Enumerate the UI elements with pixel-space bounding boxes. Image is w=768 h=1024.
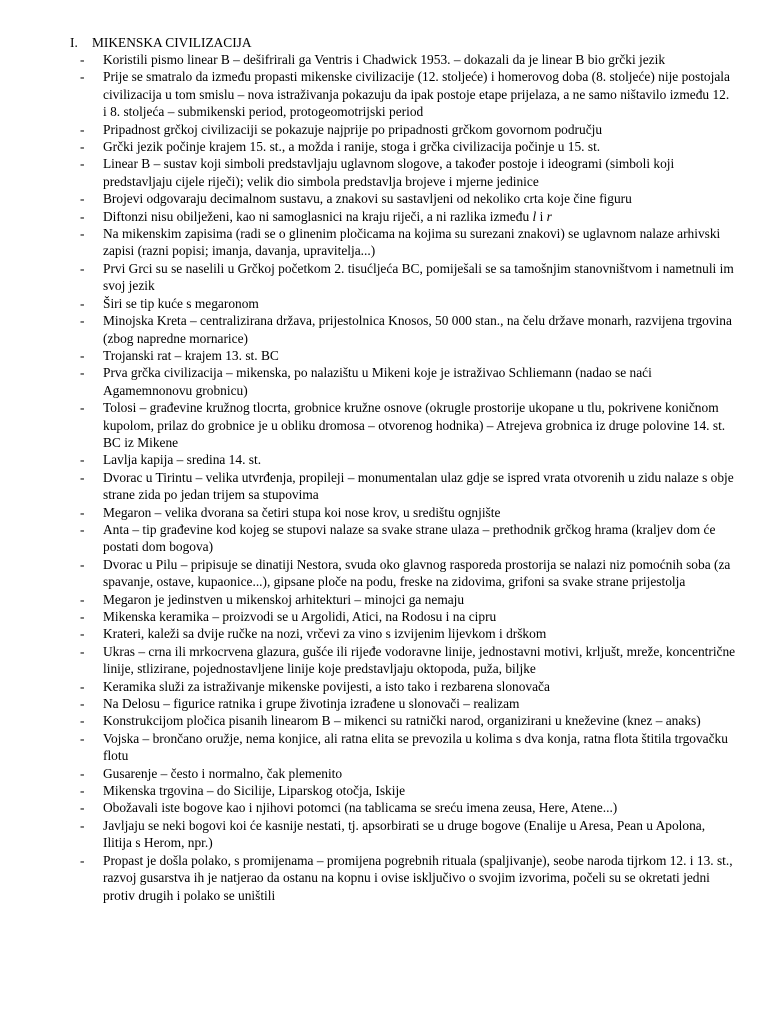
list-item-text: Na mikenskim zapisima (radi se o glinenim pločicama na kojima su surezani znakovi) se uglavnom nalaze arhivski zapisi (razni popisi; imanja, davanja, upravitelja...) [103,226,721,259]
list-item-text: Anta – tip građevine kod kojeg se stupovi nalaze sa svake strane ulaza – prethodnik grčkog hrama (kraljev dom će postati dom bogova) [103,521,716,555]
list-item [0,678,768,695]
bullet-dash: - [80,400,85,416]
list-item [0,208,768,225]
list-item-text: Linear B – sustav koji simboli predstavljaju uglavnom slogove, a također postoje i ideogrami (simboli koji predstavljaju cijele riječi); velik dio simbola predstavlja brojeve i mjerne jedinice [103,156,675,189]
list-item-text: Prva grčka civilizacija – mikenska, po nalazištu u Mikeni koje je istraživao Schliemann (nadao se naći Agamemnonovu grobnicu) [103,365,652,398]
bullet-dash: - [80,713,85,729]
list-item [0,765,768,782]
list-item-text: Minojska Kreta – centralizirana država, prijestolnica Knosos, 50 000 stan., na čelu države monarh, razvijena trgovina (zbog napredne mornarice) [103,313,732,346]
section-heading [70,34,710,51]
list-item [0,799,768,816]
list-item [0,625,768,642]
list-item-text: Javljaju se neki bogovi koi će kasnije nestati, tj. apsorbirati se u druge bogove (Enalije u Aresa, Pean u Apolona, Ilitija s Herom, npr.) [103,817,706,851]
list-item [0,155,768,190]
list-item [0,260,768,295]
list-item [0,399,768,451]
list-item-text: Megaron – velika dvorana sa četiri stupa koi nose krov, u središtu ognjište [103,504,501,520]
bullet-dash: - [80,504,85,520]
bullet-dash: - [80,852,85,868]
bullet-dash: - [80,139,85,155]
list-item-text: Megaron je jedinstven u mikenskoj arhitekturi – minojci ga nemaju [103,591,465,607]
list-item [0,190,768,207]
list-item-text: Mikenska keramika – proizvodi se u Argolidi, Atici, na Rodosu i na cipru [103,609,497,624]
list-item [0,643,768,678]
list-item-text: Trojanski rat – krajem 13. st. BC [103,347,279,363]
text-segment: i [536,208,547,224]
list-item-text: Pripadnost grčkoj civilizaciji se pokazuje najprije po pripadnosti grčkom govornom području [103,121,603,137]
bullet-dash: - [80,521,85,537]
bullet-dash: - [80,226,85,242]
list-item [0,51,768,68]
bullet-dash: - [80,191,85,207]
list-item [0,469,768,504]
list-item-text: Na Delosu – figurice ratnika i grupe životinja izrađene u slonovači – realizam [103,696,520,712]
section-title: MIKENSKA CIVILIZACIJA [92,35,252,50]
bullet-dash: - [80,643,85,659]
list-item [0,730,768,765]
bullet-dash: - [80,452,85,468]
bullet-dash: - [80,626,85,642]
list-item [0,608,768,625]
list-item-text: Ukras – crna ili mrkocrvena glazura, gušće ili rijeđe vodoravne linije, jednostavni motivi, krljušt, mreže, koncentrične linije, stlizirane, pojednostavljene linije koje predstavljaju oktopoda, puža, biljke [103,643,736,677]
list-item-text: Krateri, kaleži sa dvije ručke na nozi, vrčevi za vino s izvijenim lijevkom i drškom [103,626,547,642]
bullet-dash: - [80,347,85,363]
list-item [0,347,768,364]
list-item-text: Grčki jezik počinje krajem 15. st., a možda i ranije, stoga i grčka civilizacija počinje u 15. st. [103,139,601,155]
list-item [0,712,768,729]
list-item [0,521,768,556]
bullet-dash: - [80,730,85,746]
list-item-text: Dvorac u Pilu – pripisuje se dinatiji Nestora, svuda oko glavnog rasporeda prostorija se nalazi niz pomoćnih soba (za spavanje, ostave, kupaonice...), gipsane ploče na podu, freske na zidovima, grifoni sa svake strane prijestolja [103,556,731,590]
list-item-text: Lavlja kapija – sredina 14. st. [103,452,262,468]
bullet-dash: - [80,69,85,85]
list-item [0,817,768,852]
bullet-dash: - [80,156,85,172]
list-item-text: Prije se smatralo da između propasti mikenske civilizacije (12. stoljeće) i homerovog doba (8. stoljeće) nije postojala civilizacija u tom smislu – nova istraživanja pokazuju da ipak postoje etape prijelaza, a ne samo ništavilo između 12. i 8. stoljeća – submikenski period, protogeomotrijski period [103,69,730,120]
bullet-dash: - [80,121,85,137]
text-segment: Diftonzi nisu obilježeni, kao ni samoglasnici na kraju riječi, a ni razlika između [103,208,533,224]
list-item-text: Dvorac u Tirintu – velika utvrđenja, propileji – monumentalan ulaz gdje se ispred vrata otvorenih u zidu nalaze s obje strane zida po jedan trijem sa stupovima [103,469,734,503]
bullet-dash: - [80,678,85,694]
list-item-text: Vojska – brončano oružje, nema konjice, ali ratna elita se prevozila u kolima s dva konja, ratna flota štitila trgovačku flotu [103,730,728,764]
list-item-text: Obožavali iste bogove kao i njihovi potomci (na tablicama se sreću imena zeusa, Here, Atene...) [103,800,618,816]
list-item [0,852,768,904]
bullet-dash: - [80,765,85,781]
list-item [0,312,768,347]
list-item [0,451,768,468]
bullet-dash: - [80,696,85,712]
list-item-text: Konstrukcijom pločica pisanih linearom B – mikenci su ratnički narod, organizirani u kneževine (knez – anaks) [103,713,701,729]
bullet-dash: - [80,556,85,572]
bullet-dash: - [80,313,85,329]
section-number: I. [70,35,78,50]
list-item-text [103,208,736,225]
list-item [0,504,768,521]
list-item [0,364,768,399]
list-item [0,556,768,591]
list-item-text: Prvi Grci su se naselili u Grčkoj početkom 2. tisućljeća BC, pomiješali se sa tamošnjim stanovništvom i nametnuli im svoj jezik [103,260,734,294]
bullet-list [0,51,768,904]
list-item [0,121,768,138]
italic-letter: r [546,208,552,224]
list-item-text: Širi se tip kuće s megaronom [103,295,259,311]
bullet-dash: - [80,52,85,67]
list-item-text: Koristili pismo linear B – dešifrirali ga Ventris i Chadwick 1953. – dokazali da je linear B bio grčki jezik [103,52,666,67]
italic-letter: l [532,208,537,224]
bullet-dash: - [80,260,85,276]
bullet-dash: - [80,800,85,816]
list-item [0,138,768,155]
list-item-text: Brojevi odgovaraju decimalnom sustavu, a znakovi su sastavljeni od nekoliko crta koje čine figuru [103,191,632,207]
bullet-dash: - [80,295,85,311]
bullet-dash: - [80,591,85,607]
bullet-dash: - [80,609,85,624]
list-item [0,782,768,799]
bullet-dash: - [80,783,85,799]
list-item-text: Keramika služi za istraživanje mikenske povijesti, a isto tako i rezbarena slonovača [103,678,550,694]
list-item [0,225,768,260]
list-item [0,68,768,120]
list-item-text: Propast je došla polako, s promijenama – promijena pogrebnih rituala (spaljivanje), seobe naroda tijrkom 12. i 13. st., razvoj gusarstva ih je natjerao da ostanu na kopnu i ovise isključivo o svojim izvorima, počeli su se okretati jedni protiv drugih i polako se uništili [103,852,733,903]
list-item-text: Tolosi – građevine kružnog tlocrta, grobnice kružne osnove (okrugle prostorije ukopane u tlu, pokrivene koničnom kupolom, prilaz do grobnice je u obliku dromosa – otvorenog hodnika) – Atrejeva grobnica iz druge polovine 14. st. BC iz Mikene [103,400,726,450]
bullet-dash: - [80,365,85,381]
list-item [0,591,768,608]
bullet-dash: - [80,469,85,485]
bullet-dash: - [80,817,85,833]
list-item [0,695,768,712]
list-item [0,295,768,312]
list-item-text: Mikenska trgovina – do Sicilije, Liparskog otočja, Iskije [103,783,406,799]
bullet-dash: - [80,208,85,224]
list-item-text: Gusarenje – često i normalno, čak plemenito [103,765,343,781]
